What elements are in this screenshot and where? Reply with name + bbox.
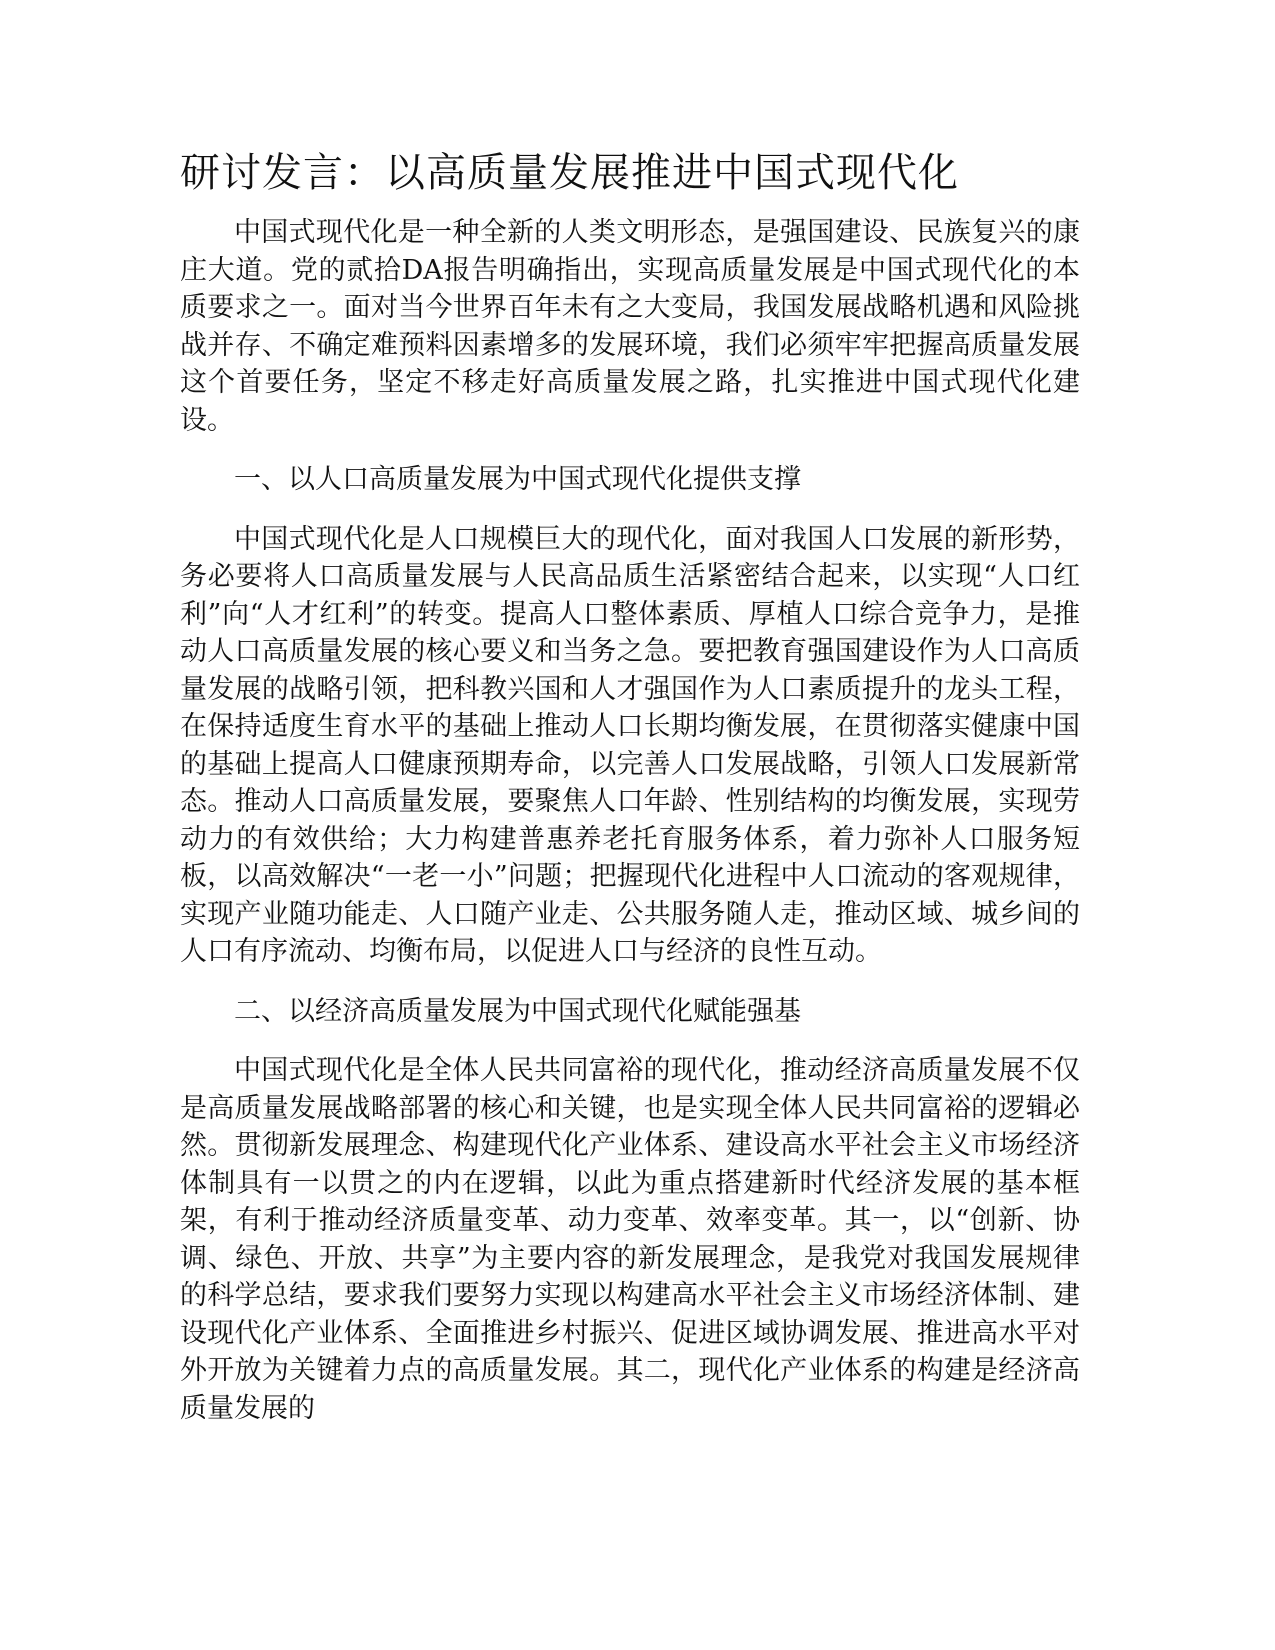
document-page	[180, 142, 1080, 1449]
intro-paragraph: 中国式现代化是一种全新的人类文明形态，是强国建设、民族复兴的康庄大道。党的贰拾DA报告明确指出，实现高质量发展是中国式现代化的本质要求之一。面对当今世界百年未有之大变局，我国发展战略机遇和风险挑战并存、不确定难预料因素增多的发展环境，我们必须牢牢把握高质量发展这个首要任务，坚定不移走好高质量发展之路，扎实推进中国式现代化建设。	[180, 217, 1080, 436]
section-1-paragraph: 中国式现代化是人口规模巨大的现代化，面对我国人口发展的新形势，务必要将人口高质量发展与人民高品质生活紧密结合起来，以实现“人口红利”向“人才红利”的转变。提高人口整体素质、厚植人口综合竞争力，是推动人口高质量发展的核心要义和当务之急。要把教育强国建设作为人口高质量发展的战略引领，把科教兴国和人才强国作为人口素质提升的龙头工程，在保持适度生育水平的基础上推动人口长期均衡发展，在贯彻落实健康中国的基础上提高人口健康预期寿命，以完善人口发展战略，引领人口发展新常态。推动人口高质量发展，要聚焦人口年龄、性别结构的均衡发展，实现劳动力的有效供给；大力构建普惠养老托育服务体系，着力弥补人口服务短板，以高效解决“一老一小”问题；把握现代化进程中人口流动的客观规律，实现产业随功能走、人口随产业走、公共服务随人走，推动区域、城乡间的人口有序流动、均衡布局，以促进人口与经济的良性互动。	[180, 523, 1080, 967]
section-2-paragraph: 中国式现代化是全体人民共同富裕的现代化，推动经济高质量发展不仅是高质量发展战略部署的核心和关键，也是实现全体人民共同富裕的逻辑必然。贯彻新发展理念、构建现代化产业体系、建设高水平社会主义市场经济体制具有一以贯之的内在逻辑，以此为重点搭建新时代经济发展的基本框架，有利于推动经济质量变革、动力变革、效率变革。其一，以“创新、协调、绿色、开放、共享”为主要内容的新发展理念，是我党对我国发展规律的科学总结，要求我们要努力实现以构建高水平社会主义市场经济体制、建设现代化产业体系、全面推进乡村振兴、促进区域协调发展、推进高水平对外开放为关键着力点的高质量发展。其二，现代化产业体系的构建是经济高质量发展的	[180, 1055, 1080, 1424]
section-2-heading: 二、以经济高质量发展为中国式现代化赋能强基	[234, 995, 801, 1027]
section-1-heading: 一、以人口高质量发展为中国式现代化提供支撑	[234, 464, 801, 495]
document-title: 研讨发言：以高质量发展推进中国式现代化	[180, 150, 959, 196]
